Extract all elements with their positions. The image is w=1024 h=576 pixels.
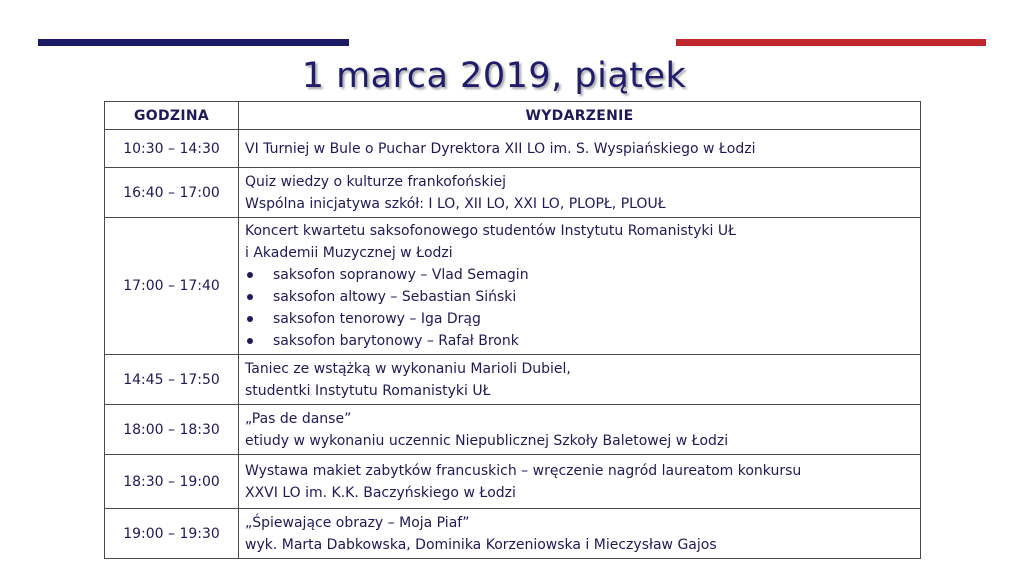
event-time: 18:00 – 18:30	[105, 405, 239, 455]
event-time: 17:00 – 17:40	[105, 218, 239, 355]
event-time: 14:45 – 17:50	[105, 355, 239, 405]
event-line: Taniec ze wstążką w wykonaniu Marioli Dubiel,	[245, 360, 571, 377]
table-row	[105, 455, 921, 509]
event-description	[239, 405, 921, 455]
table-row	[105, 509, 921, 559]
table-row	[105, 168, 921, 218]
header-time: GODZINA	[105, 102, 239, 130]
decorative-navy-bar	[38, 39, 349, 46]
schedule-table	[104, 101, 921, 559]
event-line: „Pas de danse”	[245, 410, 352, 427]
performer-list	[245, 264, 914, 352]
table-header-row	[105, 102, 921, 130]
event-description	[239, 218, 921, 355]
event-line: studentki Instytutu Romanistyki UŁ	[245, 382, 491, 399]
event-description	[239, 455, 921, 509]
list-item: saksofon tenorowy – Iga Drąg	[245, 308, 914, 330]
table-row	[105, 405, 921, 455]
event-description	[239, 355, 921, 405]
header-event: WYDARZENIE	[239, 102, 921, 130]
list-item: saksofon sopranowy – Vlad Semagin	[245, 264, 914, 286]
event-line: Quiz wiedzy o kulturze frankofońskiej	[245, 173, 506, 190]
page-title: 1 marca 2019, piątek	[301, 56, 687, 96]
event-line: etiudy w wykonaniu uczennic Niepublicznej Szkoły Baletowej w Łodzi	[245, 432, 729, 449]
event-time: 16:40 – 17:00	[105, 168, 239, 218]
event-line: XXVI LO im. K.K. Baczyńskiego w Łodzi	[245, 484, 516, 501]
event-time: 19:00 – 19:30	[105, 509, 239, 559]
table-row	[105, 218, 921, 355]
decorative-red-bar	[676, 39, 986, 46]
event-line: i Akademii Muzycznej w Łodzi	[245, 245, 453, 261]
event-description	[239, 130, 921, 168]
event-description	[239, 168, 921, 218]
table-row	[105, 130, 921, 168]
event-line: Wystawa makiet zabytków francuskich – wręczenie nagród laureatom konkursu	[245, 462, 802, 479]
event-line: Wspólna inicjatywa szkół: I LO, XII LO, XXI LO, PLOPŁ, PLOUŁ	[245, 195, 666, 212]
event-line: „Śpiewające obrazy – Moja Piaf”	[245, 514, 470, 531]
list-item: saksofon altowy – Sebastian Siński	[245, 286, 914, 308]
event-time: 18:30 – 19:00	[105, 455, 239, 509]
event-time: 10:30 – 14:30	[105, 130, 239, 168]
list-item: saksofon barytonowy – Rafał Bronk	[245, 330, 914, 352]
event-line: wyk. Marta Dabkowska, Dominika Korzeniowska i Mieczysław Gajos	[245, 536, 717, 553]
event-line: Koncert kwartetu saksofonowego studentów Instytutu Romanistyki UŁ	[245, 223, 736, 239]
event-line: VI Turniej w Bule o Puchar Dyrektora XII LO im. S. Wyspiańskiego w Łodzi	[245, 140, 756, 157]
table-row	[105, 355, 921, 405]
event-description	[239, 509, 921, 559]
